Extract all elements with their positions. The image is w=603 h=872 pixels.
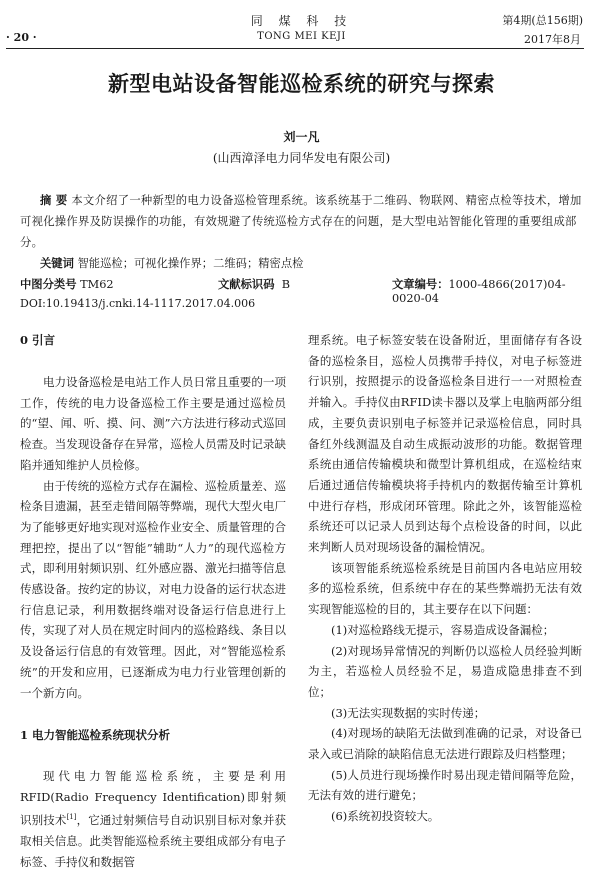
doc-code-field	[218, 276, 290, 292]
left-column	[20, 372, 286, 872]
paragraph: 理系统。电子标签安装在设备附近，里面储存有各设备的巡检条目，巡检人员携带手持仪，对电子标签进行识别，按照提示的设备巡检条目进行一一对照检查并输入。手持仪由RFID读卡器以及掌上电脑两部分组成，主要负责识别电子标签并记录巡检信息，同时具备红外线测温及自动生成振动波形的功能。数据管理系统由通信传输模块和微型计算机组成，在巡检结束后通过通信传输模块将手持机内的数据传输至计算机中进行存档，形成闭环管理。除此之外，该智能巡检系统还可以记录人员到达每个点检设备的时间，以此来判断人员对现场设备的漏检情况。	[308, 333, 582, 555]
issue-list	[308, 620, 582, 827]
abstract	[20, 190, 582, 253]
doc-code-label: 文献标识码	[218, 277, 275, 291]
article-title: 新型电站设备智能巡检系统的研究与探索	[108, 71, 495, 96]
author-name: 刘一凡	[283, 130, 320, 144]
list-item: (4)对现场的缺陷无法做到准确的记录，对设备已录入或已消除的缺陷信息无法进行跟踪及归档整理；	[308, 726, 582, 762]
clc-field	[20, 276, 114, 292]
paragraph: 由于传统的巡检方式存在漏检、巡检质量差、巡检条目遗漏，甚至走错间隔等弊端，现代大型火电厂为了能够更好地实现对巡检作业安全、质量管理的合理把控，提出了以“智能”辅助“人力”的现代巡检方式，即利用射频识别、红外感应器、激光扫描等信息传感设备。按约定的协议，对电力设备的运行状态进行信息记录，利用数据终端对设备运行信息进行上传，实现了对人员在规定时间内的巡检路线、条目以及设备运行信息的有效管理。因此，对“智能巡检系统”的开发和应用，已逐渐成为电力行业管理创新的一个新方向。	[20, 478, 286, 700]
issue-date: 2017年8月	[524, 33, 581, 46]
paragraph	[20, 766, 286, 872]
doi[interactable]: DOI:10.19413/j.cnki.14-1117.2017.04.006	[20, 297, 256, 310]
article-no-value: 1000-4866(2017)04-0020-04	[392, 278, 566, 305]
section-heading-status: 1 电力智能巡检系统现状分析	[20, 728, 171, 743]
keywords-label: 关键词	[40, 256, 74, 270]
keywords-text: 智能巡检；可视化操作界；二维码；精密点检	[77, 257, 304, 270]
article-no-label: 文章编号：	[392, 277, 449, 291]
list-item: (2)对现场异常情况的判断仍以巡检人员经验判断为主，若巡检人员经验不足，易造成隐患排查不到位；	[308, 643, 582, 699]
section-heading-intro: 0 引言	[20, 333, 56, 347]
abstract-label: 摘 要	[40, 193, 68, 207]
list-item: (1)对巡检路线无提示，容易造成设备漏检；	[331, 622, 555, 637]
clc-value: TM62	[80, 278, 114, 291]
paragraph: 该项智能系统巡检系统是目前国内各电站应用较多的巡检系统，但系统中存在的某些弊端扔无法有效实现智能巡检的目的，其主要存在以下问题：	[308, 560, 582, 617]
author-affiliation: (山西漳泽电力同华发电有限公司)	[212, 151, 391, 165]
issue-number: 第4期(总156期)	[502, 14, 583, 27]
abstract-text: 本文介绍了一种新型的电力设备巡检管理系统。该系统基于二维码、物联网、精密点检等技术，增加可视化操作界及防误操作的功能，有效规避了传统巡检方式存在的问题，是大型电站智能化管理的重要组成部分。	[20, 194, 582, 249]
citation-ref[interactable]: [1]	[66, 813, 77, 822]
journal-name: 同 煤 科 技	[250, 14, 353, 28]
page-number: · 20 ·	[6, 31, 37, 44]
right-column	[308, 330, 582, 827]
article-no-field	[392, 276, 582, 305]
keywords	[40, 255, 303, 271]
paragraph-text: ，它通过射频信号自动识别目标对象并获取相关信息。此类智能巡检系统主要组成部分有电子标签、手持仪和数据管	[20, 813, 287, 869]
journal-pinyin: TONG MEI KEJI	[257, 31, 346, 42]
clc-label: 中图分类号	[20, 277, 77, 291]
list-item: (5)人员进行现场操作时易出现走错间隔等危险，无法有效的进行避免；	[308, 767, 582, 803]
paragraph-text: 现代电力智能巡检系统，主要是利用RFID(Radio Frequency Identification)即射频识别技术	[20, 768, 286, 828]
doc-code-value: B	[281, 278, 290, 291]
list-item: (6)系统初投资较大。	[331, 809, 440, 824]
paragraph: 电力设备巡检是电站工作人员日常且重要的一项工作，传统的电力设备巡检工作主要是通过巡检员的“望、闻、听、摸、问、测”六方法进行移动式巡回检查。当发现设备存在异常，巡检人员需及时记录缺陷并通知维护人员检修。	[20, 375, 286, 472]
header-rule	[6, 48, 584, 49]
list-item: (3)无法实现数据的实时传递；	[331, 705, 486, 720]
